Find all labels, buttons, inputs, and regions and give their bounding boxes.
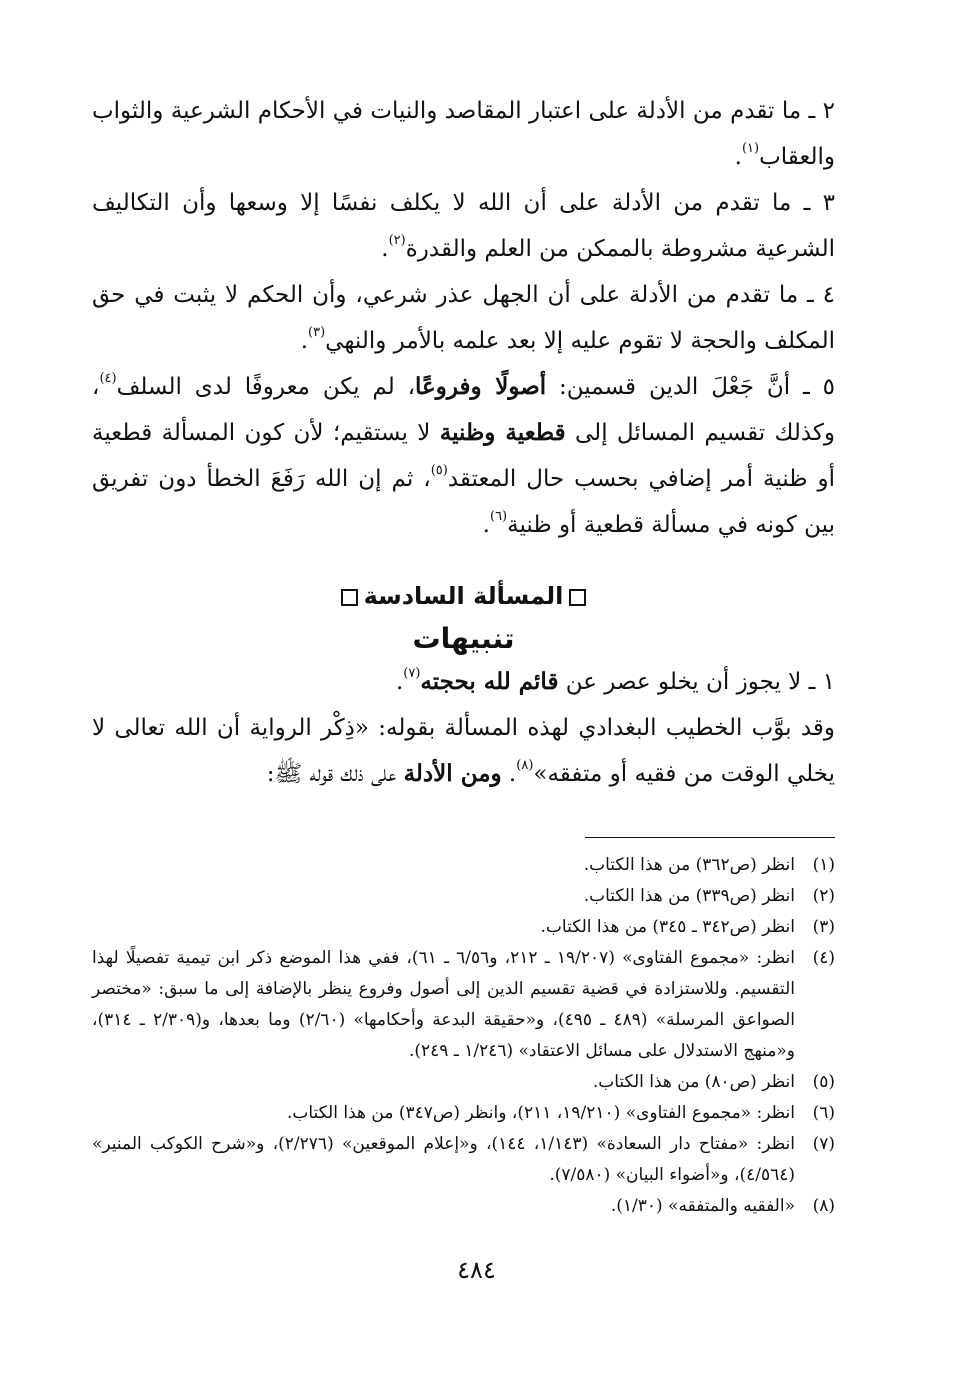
square-bullet-icon <box>341 589 358 606</box>
footnotes <box>92 850 835 1222</box>
footnote: (١) انظر (ص٣٦٢) من هذا الكتاب. <box>583 855 835 875</box>
footnote-ref-1[interactable]: (١) <box>741 141 760 156</box>
footnote-ref-8[interactable]: (٨) <box>516 758 534 773</box>
paragraph-5: ٥ ـ أنَّ جَعْلَ الدين قسمين: أصولًا وفروعًا، لم يكن معروفًا لدى السلف$^{(٤)}$، وكذلك تقسيم المسائل إلى قطعية وظنية لا يستقيم؛ لأن كون المسألة قطعية أو ظنية أمر إضافي بحسب حال المعتقد$^{(٥)}$، ثم إن الله رَفَعَ الخطأ دون تفريق بين كونه في مسألة قطعية أو ظنية$^{(٦)}$. <box>92 371 835 538</box>
footnote-divider <box>585 837 835 838</box>
footnote-ref-5[interactable]: (٥) <box>430 463 448 478</box>
square-bullet-icon <box>569 589 586 606</box>
paragraph-2: ٢ ـ ما تقدم من الأدلة على اعتبار المقاصد والنيات في الأحكام الشرعية والثواب والعقاب$^{(١)}$. <box>92 98 835 170</box>
footnote: (٧) انظر: «مفتاح دار السعادة» (١/١٤٣، ١٤٤)، و«إعلام الموقعين» (٢/٢٧٦)، و«شرح الكوكب المنير» (٤/٥٦٤)، و«أضواء البيان» (٧/٥٨٠). <box>92 1134 835 1185</box>
footnote: (٤) انظر: «مجموع الفتاوى» (١٩/٢٠٧ ـ ٢١٢، و٦/٥٦ ـ ٦١)، ففي هذا الموضع ذكر ابن تيمية تفصيلًا لهذا التقسيم. وللاستزادة في قضية تقسيم الدين إلى أصول وفروع ينظر بالإضافة إلى ما سبق: «مختصر الصواعق المرسلة» (٤٨٩ ـ ٤٩٥)، و«حقيقة البدعة وأحكامها» (٢/٦٠) وما بعدها، و(٢/٣٠٩ ـ ٣١٤)، و«منهج الاستدلال على مسائل الاعتقاد» (١/٢٤٦ ـ ٢٤٩). <box>92 948 835 1061</box>
paragraph-3: ٣ ـ ما تقدم من الأدلة على أن الله لا يكلف نفسًا إلا وسعها وأن التكاليف الشرعية مشروطة بالممكن من العلم والقدرة$^{(٢)}$. <box>92 190 835 262</box>
footnote: (٦) انظر: «مجموع الفتاوى» (١٩/٢١٠، ٢١١)، وانظر (ص٣٤٧) من هذا الكتاب. <box>286 1103 835 1123</box>
paragraph-4: ٤ ـ ما تقدم من الأدلة على أن الجهل عذر شرعي، وأن الحكم لا يثبت في حق المكلف والحجة لا تقوم عليه إلا بعد علمه بالأمر والنهي$^{(٣)}$. <box>92 282 835 354</box>
page-number: ٤٨٤ <box>457 1256 496 1284</box>
footnote: (٥) انظر (ص٨٠) من هذا الكتاب. <box>592 1072 835 1092</box>
footnote: (٣) انظر (ص٣٤٢ ـ ٣٤٥) من هذا الكتاب. <box>540 917 835 937</box>
footnote-ref-4[interactable]: (٤) <box>99 371 117 386</box>
khatib-paragraph: وقد بوَّب الخطيب البغدادي لهذه المسألة بقوله: «ذِكْر الرواية أن الله تعالى لا يخلي الوقت من فقيه أو متفقه»$^{(٨)}$. ومن الأدلة على ذلك قوله ﷺ: <box>92 715 835 787</box>
footnote-ref-6[interactable]: (٦) <box>489 509 508 524</box>
footnote: (٨) «الفقيه والمتفقه» (١/٣٠). <box>610 1196 835 1216</box>
subheading: تنبيهات <box>412 622 515 655</box>
footnote-ref-3[interactable]: (٣) <box>308 325 326 340</box>
section-heading: المسألة السادسة <box>92 582 835 610</box>
footnote: (٢) انظر (ص٣٣٩) من هذا الكتاب. <box>583 886 835 906</box>
tanbih-1: ١ ـ لا يجوز أن يخلو عصر عن قائم لله بحجته$^{(٧)}$. <box>395 666 835 695</box>
footnote-ref-2[interactable]: (٢) <box>388 233 406 248</box>
footnote-ref-7[interactable]: (٧) <box>403 666 421 681</box>
